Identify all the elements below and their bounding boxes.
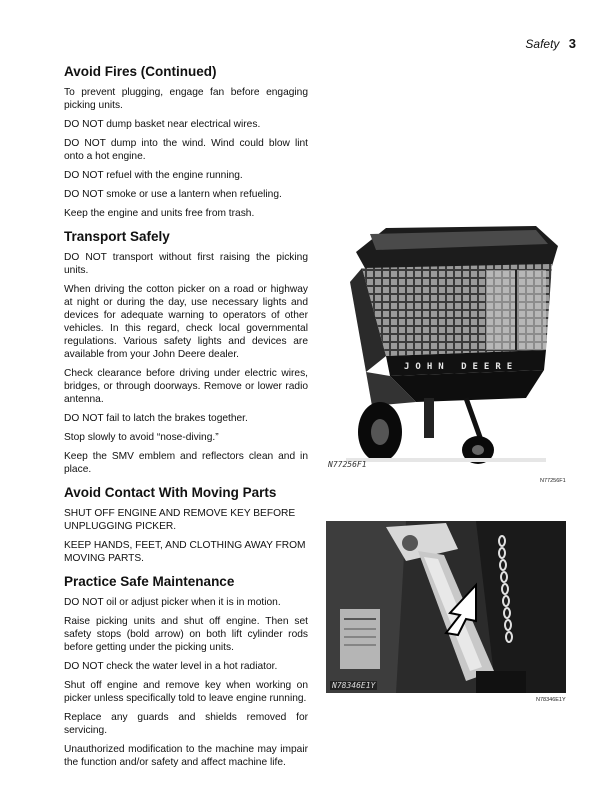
figure-caption-left: N78346E1Y: [332, 681, 376, 690]
paragraph: DO NOT oil or adjust picker when it is in motion.: [64, 597, 281, 608]
section-name: Safety: [525, 37, 560, 51]
page-header: [525, 36, 576, 51]
section-moving-parts: [64, 485, 308, 565]
section-title: Avoid Contact With Moving Parts: [64, 485, 277, 500]
paragraph: SHUT OFF ENGINE AND REMOVE KEY BEFORE UNPLUGGING PICKER.: [64, 508, 296, 532]
paragraph: DO NOT transport without first raising the picking units.: [64, 252, 308, 276]
paragraph: Keep the SMV emblem and reflectors clean and in place.: [64, 451, 308, 475]
paragraph: Shut off engine and remove key when working on picker unless specifically told to leave engine running.: [64, 680, 308, 704]
paragraph: KEEP HANDS, FEET, AND CLOTHING AWAY FROM MOVING PARTS.: [64, 540, 306, 564]
paragraph: To prevent plugging, engage fan before engaging picking units.: [64, 87, 308, 111]
paragraph: DO NOT dump into the wind. Wind could blow lint onto a hot engine.: [64, 138, 308, 162]
section-title: Avoid Fires (Continued): [64, 64, 217, 79]
paragraph: DO NOT smoke or use a lantern when refueling.: [64, 189, 282, 200]
paragraph: DO NOT refuel with the engine running.: [64, 170, 243, 181]
paragraph: DO NOT dump basket near electrical wires.: [64, 119, 261, 130]
paragraph: Keep the engine and units free from trash.: [64, 208, 255, 219]
figure-caption-left: N77256F1: [328, 460, 367, 469]
safety-stop-photo: [326, 521, 566, 693]
paragraph: Stop slowly to avoid “nose-diving.”: [64, 432, 219, 443]
section-safe-maintenance: [64, 574, 308, 769]
section-title: Practice Safe Maintenance: [64, 574, 235, 589]
basket-label: JOHN DEERE: [404, 362, 519, 372]
section-avoid-fires: [64, 64, 308, 220]
paragraph: DO NOT check the water level in a hot radiator.: [64, 661, 278, 672]
figure-caption-right: N78346E1Y: [536, 697, 566, 703]
text-column: [64, 64, 308, 778]
paragraph: Unauthorized modification to the machine may impair the function and/or safety and affect machine life.: [64, 744, 308, 768]
section-transport-safely: [64, 229, 308, 476]
paragraph: DO NOT fail to latch the brakes together.: [64, 413, 248, 424]
paragraph: Replace any guards and shields removed for servicing.: [64, 712, 308, 736]
paragraph: When driving the cotton picker on a road or highway at night or during the day, use necessary lights and devices for adequate warning to operators of other vehicles. In this regard, check local governmental regulations. Various safety lights and devices are available from your John Deere dealer.: [64, 284, 308, 360]
paragraph: Check clearance before driving under electric wires, bridges, or through doorways. Remove or lower radio antenna.: [64, 368, 308, 405]
cotton-picker-photo: [326, 222, 566, 470]
page-number: 3: [568, 36, 576, 51]
figure-caption-right: N77256F1: [540, 478, 566, 484]
section-title: Transport Safely: [64, 229, 170, 244]
paragraph: Raise picking units and shut off engine. Then set safety stops (bold arrow) on both lift cylinder rods before getting under the picking units.: [64, 616, 308, 653]
